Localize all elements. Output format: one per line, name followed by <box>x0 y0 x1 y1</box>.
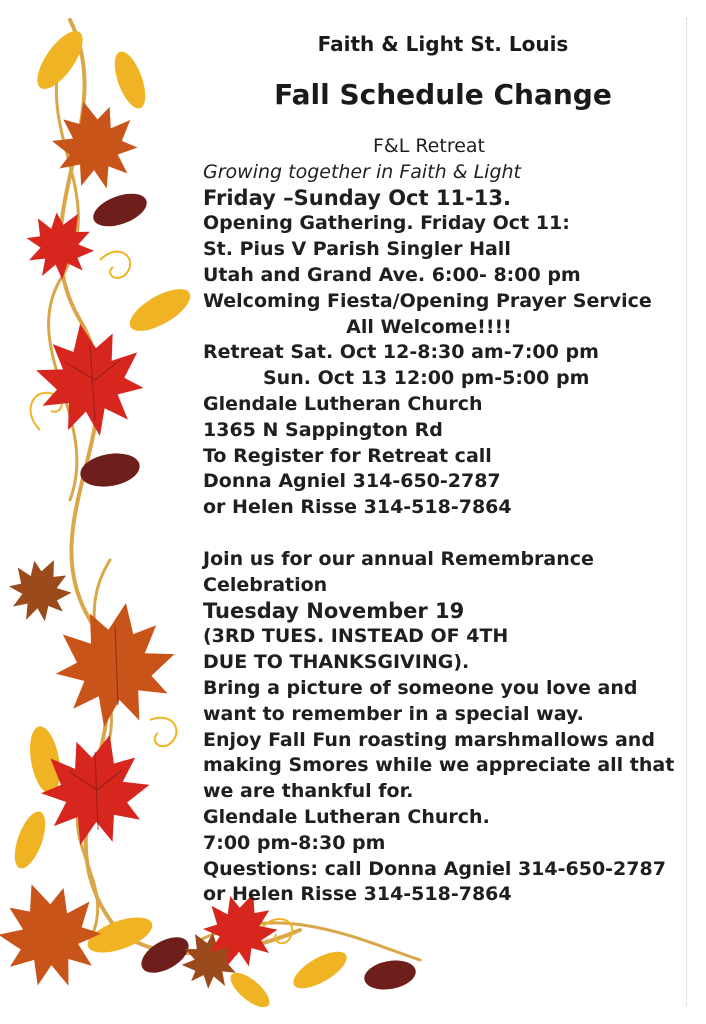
location-line: or Helen Risse 314-518-7864 <box>203 496 512 519</box>
retreat-schedule-sat: Retreat Sat. Oct 12-8:30 am-7:00 pm <box>203 341 599 364</box>
retreat-line: Utah and Grand Ave. 6:00- 8:00 pm <box>203 263 581 286</box>
remembrance-line: Enjoy Fall Fun roasting marshmallows and <box>203 728 655 751</box>
retreat-tagline: Growing together in Faith & Light <box>203 160 521 183</box>
remembrance-line: DUE TO THANKSGIVING). <box>203 651 470 674</box>
location-line: 1365 N Sappington Rd <box>203 418 443 441</box>
remembrance-date: Tuesday November 19 <box>203 598 465 623</box>
retreat-line: St. Pius V Parish Singler Hall <box>203 238 511 261</box>
location-line: Donna Agniel 314-650-2787 <box>203 470 501 493</box>
remembrance-line: Questions: call Donna Agniel 314-650-2787 <box>203 857 666 880</box>
retreat-heading: F&L Retreat <box>372 135 486 157</box>
remembrance-intro: Join us for our annual Remembrance <box>203 547 594 570</box>
location-line: Glendale Lutheran Church <box>203 392 483 415</box>
remembrance-line: or Helen Risse 314-518-7864 <box>203 883 512 906</box>
location-line: To Register for Retreat call <box>203 444 492 467</box>
retreat-line: Welcoming Fiesta/Opening Prayer Service <box>203 289 652 312</box>
remembrance-line: (3RD TUES. INSTEAD OF 4TH <box>203 625 509 648</box>
retreat-schedule-sun: Sun. Oct 13 12:00 pm-5:00 pm <box>263 367 590 390</box>
retreat-line: Opening Gathering. Friday Oct 11: <box>203 212 570 235</box>
all-welcome: All Welcome!!!! <box>346 315 512 338</box>
remembrance-line: 7:00 pm-8:30 pm <box>203 831 386 854</box>
remembrance-line: making Smores while we appreciate all that <box>203 754 675 777</box>
remembrance-line: we are thankful for. <box>203 780 414 803</box>
remembrance-line: Glendale Lutheran Church. <box>203 805 490 828</box>
remembrance-line: want to remember in a special way. <box>203 702 584 725</box>
announcement-body <box>203 134 683 908</box>
remembrance-line: Bring a picture of someone you love and <box>203 676 638 699</box>
remembrance-intro: Celebration <box>203 573 328 596</box>
page-title: Fall Schedule Change <box>274 78 612 111</box>
organization-title: Faith & Light St. Louis <box>317 32 569 56</box>
retreat-dates: Friday –Sunday Oct 11-13. <box>203 185 511 210</box>
spacer <box>203 521 683 547</box>
